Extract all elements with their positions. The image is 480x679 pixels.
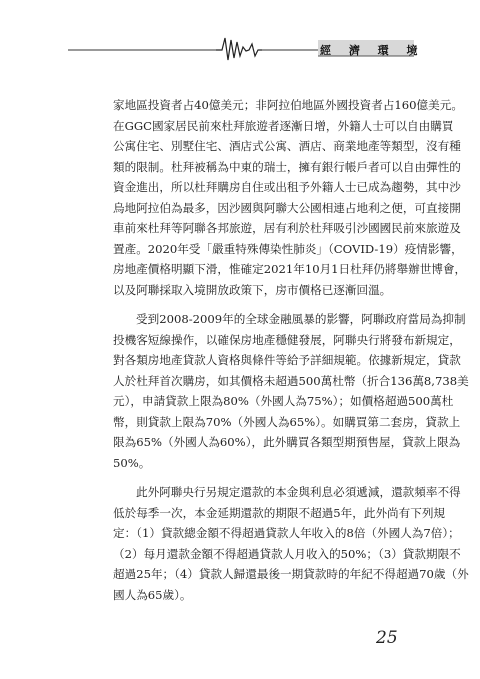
text-line: 公寓住宅、別墅住宅、酒店式公寓、酒店、商業地產等類型，沒有種 (113, 139, 461, 153)
text-line: 人於杜拜首次購房，如其價格未超過500萬杜幣（折合136萬8,738美 (113, 373, 469, 388)
paragraph (113, 309, 469, 473)
body-text (113, 95, 469, 605)
text-line: 幣，則貸款上限為70%（外國人為65%）。如購買第二套房，貸款上 (113, 414, 461, 429)
heartbeat-line-icon (0, 0, 480, 70)
text-line: 烏地阿拉伯為最多，因沙國與阿聯大公國相連占地利之便，可直接開 (113, 200, 461, 215)
paragraph (113, 482, 469, 605)
text-line: 元），申請貸款上限為80%（外國人為75%）；如價格超過500萬杜 (113, 394, 454, 408)
text-line: 限為65%（外國人為60%），此外購買各類型期預售屋，貸款上限為 (113, 435, 461, 449)
text-line: 車前來杜拜等阿聯各邦旅遊，居有利於杜拜吸引沙國國民前來旅遊及 (113, 221, 461, 235)
paragraph (113, 95, 467, 300)
text-line: 置產。2020年受「嚴重特殊傳染性肺炎」（COVID-19）疫情影響， (113, 241, 463, 256)
text-line: 定：（1）貸款總金額不得超過貸款人年收入的8倍（外國人為7倍）； (113, 526, 460, 540)
text-line: 投機客短線操作，以確保房地產穩健發展，阿聯央行將發布新規定， (113, 332, 461, 347)
text-line: 50%。 (113, 455, 151, 470)
text-line: 對各類房地產貸款人資格與條件等給予詳細規範。依據新規定，貸款 (113, 353, 461, 367)
text-line: 此外阿聯央行另規定還款的本金與利息必須遞減，還款頻率不得 (136, 485, 461, 499)
text-line: 類的限制。杜拜被稱為中東的瑞士，擁有銀行帳戶者可以自由彈性的 (113, 159, 461, 174)
section-label: 經 濟 環 境 (320, 44, 425, 57)
text-line: 超過25年；（4）貸款人歸還最後一期貸款時的年紀不得超過70歲（外 (113, 567, 469, 581)
text-line: 在GGC國家居民前來杜拜旅遊者逐漸日增，外籍人士可以自由購買 (113, 118, 454, 133)
text-line: 家地區投資者占40億美元；非阿拉伯地區外國投資者占160億美元。 (113, 98, 463, 112)
text-line: 資金進出，所以杜拜購房自住或出租予外籍人士已成為趨勢，其中沙 (113, 180, 461, 194)
page-number: 25 (376, 628, 398, 648)
text-line: 低於每季一次，本金延期還款的期限不超過5年，此外尚有下列規 (113, 505, 446, 520)
text-line: 國人為65歲）。 (113, 587, 192, 602)
page-header (0, 0, 480, 70)
text-line: 受到2008-2009年的全球金融風暴的影響，阿聯政府當局為抑制 (136, 312, 466, 326)
text-line: 房地產價格明顯下滑，惟確定2021年10月1日杜拜仍將舉辦世博會， (113, 262, 467, 276)
text-line: 以及阿聯採取入境開放政策下，房市價格已逐漸回溫。 (113, 282, 392, 297)
text-line: （2）每月還款金額不得超過貸款人月收入的50%；（3）貸款期限不 (113, 546, 461, 561)
